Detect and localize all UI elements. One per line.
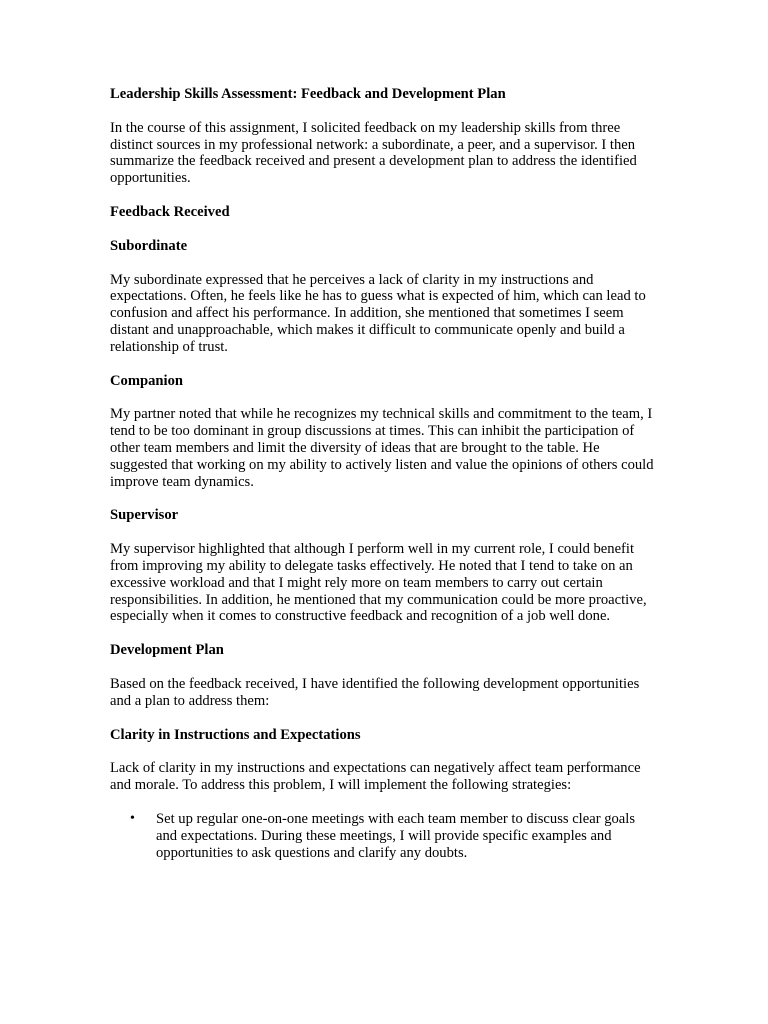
clarity-bullet-list: [110, 811, 658, 861]
bullet-icon: •: [130, 810, 135, 826]
list-item-text: Set up regular one-on-one meetings with each team member to discuss clear goals and expectations. During these meetings, I will provide specific examples and opportunities to ask questions and clarify any doubts.: [156, 810, 636, 861]
list-item: [110, 811, 658, 861]
development-intro-paragraph: Based on the feedback received, I have identified the following development opportunities and a plan to address them:: [110, 675, 640, 709]
intro-paragraph: In the course of this assignment, I solicited feedback on my leadership skills from three distinct sources in my professional network: a subordinate, a peer, and a supervisor. I then summarize the feedback received and present a development plan to address the identified opportunities.: [110, 119, 637, 187]
companion-heading: Companion: [110, 372, 183, 389]
clarity-paragraph: Lack of clarity in my instructions and expectations can negatively affect team performance and morale. To address this problem, I will implement the following strategies:: [110, 760, 641, 794]
supervisor-paragraph: My supervisor highlighted that although I perform well in my current role, I could benefit from improving my ability to delegate tasks effectively. He noted that I tend to take on an excessive workload and that I might rely more on team members to carry out certain responsibilities. In addition, he mentioned that my communication could be more proactive, especially when it comes to constructive feedback and recognition of a job well done.: [110, 541, 647, 625]
supervisor-heading: Supervisor: [110, 507, 179, 524]
development-plan-heading: Development Plan: [110, 642, 224, 659]
subordinate-heading: Subordinate: [110, 237, 188, 254]
feedback-heading: Feedback Received: [110, 203, 230, 220]
subordinate-paragraph: My subordinate expressed that he perceives a lack of clarity in my instructions and expectations. Often, he feels like he has to guess what is expected of him, which can lead to confusion and affect his performance. In addition, she mentioned that sometimes I seem distant and unapproachable, which makes it difficult to communicate openly and build a relationship of trust.: [110, 271, 646, 355]
document-page: [110, 86, 658, 861]
clarity-heading: Clarity in Instructions and Expectations: [110, 726, 361, 743]
document-title: Leadership Skills Assessment: Feedback and Development Plan: [110, 86, 506, 102]
companion-paragraph: My partner noted that while he recognizes my technical skills and commitment to the team, I tend to be too dominant in group discussions at times. This can inhibit the participation of other team members and limit the diversity of ideas that are brought to the table. He suggested that working on my ability to actively listen and value the opinions of others could improve team dynamics.: [110, 406, 654, 490]
